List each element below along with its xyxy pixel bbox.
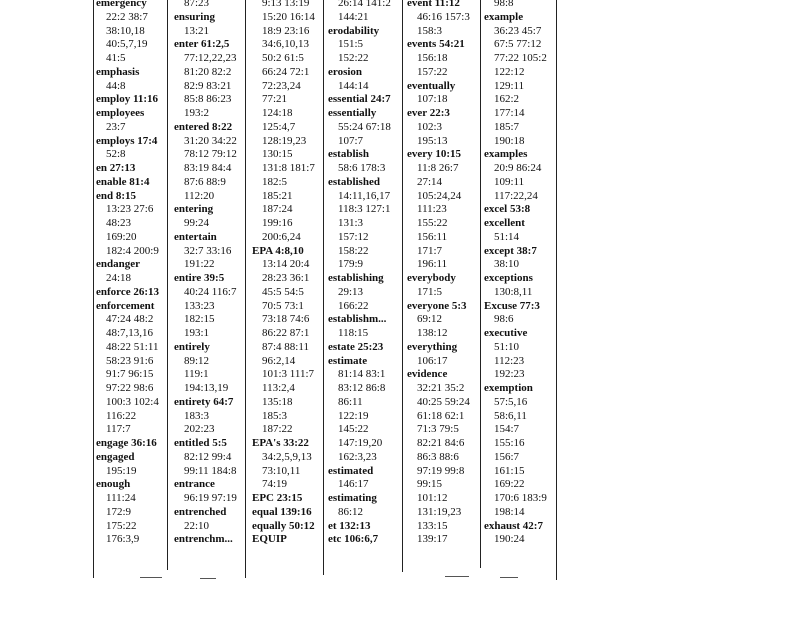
index-term: essential 24:7 [328, 93, 391, 106]
page-references: 96:2,14 [262, 354, 296, 367]
page-references: 169:22 [494, 478, 525, 491]
page-references: 122:12 [494, 65, 525, 78]
page-references: 38:10 [494, 258, 520, 271]
page-references: 24:18 [106, 272, 132, 284]
index-column-3 [252, 0, 326, 577]
index-column-2 [174, 0, 248, 577]
page-references: 102:3 [417, 120, 443, 133]
index-term: examples [484, 148, 528, 161]
page-references: 91:7 96:15 [106, 368, 154, 381]
index-term: emergency [96, 0, 147, 9]
page-references: 77:21 [262, 93, 288, 106]
page-references: 169:20 [106, 230, 137, 243]
page-references: 185:3 [262, 409, 288, 422]
page-references: 48:7,13,16 [106, 327, 154, 339]
index-term: entered 8:22 [174, 120, 233, 133]
page-references: 73:18 74:6 [262, 313, 310, 326]
page-references: 157:12 [338, 230, 369, 243]
page-references: 50:2 61:5 [262, 52, 304, 64]
page-references: 40:24 116:7 [184, 285, 237, 298]
page-references: 99:15 [417, 478, 443, 491]
page-references: 81:20 82:2 [184, 65, 232, 78]
page-references: 158:3 [417, 24, 443, 37]
page-references: 66:24 72:1 [262, 65, 310, 78]
page-references: 161:15 [494, 464, 525, 477]
page-references: 46:16 157:3 [417, 10, 470, 23]
page-references: 147:19,20 [338, 437, 383, 449]
page-references: 131:8 181:7 [262, 162, 315, 174]
index-term: entrance [174, 478, 215, 491]
scan-artifact [200, 578, 216, 579]
page-references: 14:11,16,17 [338, 189, 391, 202]
page-references: 58:6 178:3 [338, 162, 386, 174]
page-references: 166:22 [338, 299, 369, 312]
page-references: 195:19 [106, 464, 137, 477]
page-references: 156:11 [417, 230, 448, 243]
page-references: 111:24 [106, 492, 136, 504]
page-references: 74:19 [262, 478, 288, 491]
page-references: 58:23 91:6 [106, 354, 154, 367]
page-references: 117:22,24 [494, 189, 538, 202]
page-references: 118:3 127:1 [338, 203, 391, 216]
page-references: 171:7 [417, 244, 443, 257]
index-term: et 132:13 [328, 519, 371, 532]
page-references: 107:7 [338, 134, 364, 147]
page-references: 139:17 [417, 533, 448, 546]
page-references: 193:2 [184, 107, 210, 119]
page-references: 48:22 51:11 [106, 340, 159, 353]
page-references: 81:14 83:1 [338, 368, 386, 381]
index-term: estate 25:23 [328, 340, 384, 353]
page-references: 67:5 77:12 [494, 38, 542, 51]
page-references: 154:7 [494, 423, 520, 436]
index-term: entitled 5:5 [174, 437, 227, 449]
index-term: establishing [328, 272, 384, 284]
page-references: 51:14 [494, 230, 520, 243]
page-references: 36:23 45:7 [494, 24, 542, 37]
page-references: 162:3,23 [338, 450, 377, 463]
page-references: 152:22 [338, 52, 369, 64]
index-term: end 8:15 [96, 189, 137, 202]
index-column-6 [484, 0, 560, 577]
index-term: equally 50:12 [252, 519, 315, 532]
index-term: entertain [174, 230, 217, 243]
page-references: 101:3 111:7 [262, 368, 315, 381]
index-term: events 54:21 [407, 38, 465, 51]
index-term: en 27:13 [96, 162, 136, 174]
index-term: exemption [484, 382, 533, 394]
index-term: everybody [407, 272, 456, 284]
column-divider [167, 0, 168, 570]
index-column-4 [328, 0, 404, 577]
page-references: 133:15 [417, 519, 448, 532]
page-references: 107:18 [417, 93, 448, 106]
page-references: 32:7 33:16 [184, 244, 232, 257]
index-term: except 38:7 [484, 244, 537, 257]
page-references: 85:8 86:23 [184, 93, 232, 106]
index-term: EPA's 33:22 [252, 437, 309, 449]
page-references: 78:12 79:12 [184, 148, 237, 161]
column-divider [556, 0, 557, 580]
page-references: 109:11 [494, 175, 525, 188]
page-references: 117:7 [106, 423, 131, 436]
page-references: 69:12 [417, 313, 443, 326]
page-references: 199:16 [262, 217, 293, 229]
page-references: 52:8 [106, 148, 126, 161]
scan-artifact [445, 576, 469, 577]
page-references: 125:4,7 [262, 120, 296, 133]
page-references: 155:22 [417, 217, 448, 229]
page-references: 13:14 20:4 [262, 258, 310, 271]
index-term: erosion [328, 65, 363, 78]
index-term: event 11:12 [407, 0, 460, 9]
page-references: 151:5 [338, 38, 364, 51]
page-references: 118:15 [338, 327, 369, 339]
page-references: 156:7 [494, 450, 520, 463]
page-references: 99:24 [184, 217, 210, 229]
page-references: 138:12 [417, 327, 448, 339]
page-references: 58:6,11 [494, 409, 527, 422]
index-term: essentially [328, 107, 377, 119]
index-term: enough [96, 478, 131, 491]
page-references: 9:13 13:19 [262, 0, 310, 9]
page-references: 155:16 [494, 437, 525, 449]
page-references: 179:9 [338, 258, 364, 271]
page-references: 41:5 [106, 52, 126, 64]
page-references: 86:22 87:1 [262, 327, 310, 339]
index-term: ensuring [174, 10, 215, 23]
page-references: 187:22 [262, 423, 293, 436]
page-references: 129:11 [494, 79, 525, 92]
index-term: employ 11:16 [96, 93, 159, 106]
index-term: entire 39:5 [174, 272, 225, 284]
page-references: 99:11 184:8 [184, 464, 237, 477]
page-references: 44:8 [106, 79, 126, 92]
index-page [92, 0, 562, 585]
page-references: 28:23 36:1 [262, 272, 310, 284]
index-term: establish [328, 148, 369, 161]
page-references: 100:3 102:4 [106, 395, 159, 408]
page-references: 130:8,11 [494, 285, 533, 298]
page-references: 86:11 [338, 395, 363, 408]
page-references: 190:18 [494, 134, 525, 147]
index-term: etc 106:6,7 [328, 533, 379, 546]
index-term: EPA 4:8,10 [252, 244, 304, 257]
page-references: 70:5 73:1 [262, 299, 304, 312]
page-references: 131:3 [338, 217, 364, 229]
page-references: 144:14 [338, 79, 369, 92]
page-references: 182:15 [184, 313, 215, 326]
page-references: 119:1 [184, 368, 209, 381]
scan-artifact [500, 577, 518, 578]
page-references: 97:19 99:8 [417, 464, 465, 477]
index-term: example [484, 10, 524, 23]
index-term: exhaust 42:7 [484, 519, 543, 532]
page-references: 146:17 [338, 478, 369, 491]
page-references: 144:21 [338, 10, 369, 23]
page-references: 83:19 84:4 [184, 162, 232, 174]
page-references: 198:14 [494, 505, 525, 518]
page-references: 135:18 [262, 395, 293, 408]
page-references: 183:3 [184, 409, 210, 422]
page-references: 82:21 84:6 [417, 437, 465, 449]
page-references: 97:22 98:6 [106, 382, 154, 394]
index-term: enforcement [96, 299, 155, 312]
page-references: 71:3 79:5 [417, 423, 459, 436]
page-references: 202:23 [184, 423, 215, 436]
page-references: 15:20 16:14 [262, 10, 315, 23]
page-references: 34:6,10,13 [262, 38, 310, 51]
page-references: 27:14 [417, 175, 443, 188]
page-references: 187:24 [262, 203, 293, 216]
page-references: 106:17 [417, 354, 448, 367]
index-term: entrenched [174, 505, 227, 518]
index-term: entirety 64:7 [174, 395, 234, 408]
page-references: 113:2,4 [262, 382, 295, 394]
page-references: 195:13 [417, 134, 448, 147]
page-references: 13:23 27:6 [106, 203, 154, 216]
page-references: 83:12 86:8 [338, 382, 386, 394]
page-references: 57:5,16 [494, 395, 528, 408]
index-term: everything [407, 340, 458, 353]
index-term: endanger [96, 258, 140, 271]
page-references: 130:15 [262, 148, 293, 161]
page-references: 82:12 99:4 [184, 450, 232, 463]
page-references: 101:12 [417, 492, 448, 504]
page-references: 112:23 [494, 354, 525, 367]
page-references: 156:18 [417, 52, 448, 64]
page-references: 157:22 [417, 65, 448, 78]
page-references: 72:23,24 [262, 79, 301, 92]
page-references: 87:4 88:11 [262, 340, 309, 353]
page-references: 96:19 97:19 [184, 492, 237, 504]
index-term: estimated [328, 464, 374, 477]
page-references: 22:2 38:7 [106, 10, 148, 23]
scan-artifact [140, 577, 162, 578]
index-term: erodability [328, 24, 380, 37]
page-references: 193:1 [184, 327, 210, 339]
index-term: EPC 23:15 [252, 492, 303, 504]
page-references: 87:23 [184, 0, 210, 9]
page-references: 23:7 [106, 120, 126, 133]
page-references: 185:21 [262, 189, 293, 202]
page-references: 111:23 [417, 203, 447, 216]
page-references: 38:10,18 [106, 24, 145, 37]
index-term: excel 53:8 [484, 203, 531, 216]
index-term: engage 36:16 [96, 437, 157, 449]
page-references: 40:25 59:24 [417, 395, 470, 408]
page-references: 48:23 [106, 217, 132, 229]
column-divider [93, 0, 94, 578]
page-references: 145:22 [338, 423, 369, 436]
page-references: 77:22 105:2 [494, 52, 547, 64]
page-references: 98:8 [494, 0, 514, 9]
page-references: 31:20 34:22 [184, 134, 237, 147]
page-references: 32:21 35:2 [417, 382, 465, 394]
page-references: 171:5 [417, 285, 443, 298]
page-references: 11:8 26:7 [417, 162, 459, 174]
page-references: 20:9 86:24 [494, 162, 542, 174]
page-references: 176:3,9 [106, 533, 140, 546]
page-references: 47:24 48:2 [106, 313, 154, 326]
page-references: 105:24,24 [417, 189, 462, 202]
page-references: 112:20 [184, 189, 215, 202]
page-references: 18:9 23:16 [262, 24, 310, 37]
index-term: every 10:15 [407, 148, 462, 161]
index-term: emphasis [96, 65, 140, 78]
page-references: 22:10 [184, 519, 210, 532]
page-references: 61:18 62:1 [417, 409, 465, 422]
index-term: employs 17:4 [96, 134, 158, 147]
page-references: 73:10,11 [262, 464, 301, 477]
page-references: 26:14 141:2 [338, 0, 391, 9]
column-divider [480, 0, 481, 568]
page-references: 124:18 [262, 107, 293, 119]
page-references: 29:13 [338, 285, 364, 298]
index-term: equal 139:16 [252, 505, 312, 518]
index-term: engaged [96, 450, 135, 463]
index-term: ever 22:3 [407, 107, 450, 119]
index-term: EQUIP [252, 533, 287, 546]
page-references: 77:12,22,23 [184, 52, 237, 64]
page-references: 87:6 88:9 [184, 175, 226, 188]
page-references: 116:22 [106, 409, 137, 422]
index-column-5 [407, 0, 485, 577]
page-references: 122:19 [338, 409, 369, 422]
index-term: establishm... [328, 313, 387, 326]
index-term: eventually [407, 79, 456, 92]
index-term: enable 81:4 [96, 175, 150, 188]
page-references: 182:5 [262, 175, 288, 188]
page-references: 131:19,23 [417, 505, 462, 518]
page-references: 82:9 83:21 [184, 79, 232, 92]
page-references: 192:23 [494, 368, 525, 381]
page-references: 182:4 200:9 [106, 244, 159, 257]
index-term: entrenchm... [174, 533, 233, 546]
index-term: entering [174, 203, 214, 216]
index-term: executive [484, 327, 528, 339]
page-references: 86:12 [338, 505, 364, 518]
page-references: 86:3 88:6 [417, 450, 459, 463]
page-references: 162:2 [494, 93, 520, 106]
column-divider [245, 0, 246, 578]
column-divider [323, 0, 324, 575]
index-term: exceptions [484, 272, 533, 284]
index-term: employees [96, 107, 145, 119]
index-column-1 [96, 0, 168, 577]
page-references: 13:21 [184, 24, 210, 37]
page-references: 191:22 [184, 258, 215, 271]
page-references: 200:6,24 [262, 230, 301, 243]
page-references: 194:13,19 [184, 382, 229, 394]
page-references: 196:11 [417, 258, 448, 271]
page-references: 170:6 183:9 [494, 492, 547, 504]
page-references: 55:24 67:18 [338, 120, 391, 133]
index-term: established [328, 175, 380, 188]
page-references: 89:12 [184, 354, 210, 367]
page-references: 177:14 [494, 107, 525, 119]
index-term: everyone 5:3 [407, 299, 467, 312]
index-term: evidence [407, 368, 448, 381]
page-references: 185:7 [494, 120, 520, 133]
page-references: 45:5 54:5 [262, 285, 304, 298]
index-term: estimate [328, 354, 368, 367]
page-references: 172:9 [106, 505, 132, 518]
page-references: 175:22 [106, 519, 137, 532]
page-references: 128:19,23 [262, 134, 307, 147]
page-references: 40:5,7,19 [106, 38, 148, 51]
page-references: 158:22 [338, 244, 369, 257]
index-term: entirely [174, 340, 210, 353]
index-term: enforce 26:13 [96, 285, 160, 298]
index-term: Excuse 77:3 [484, 299, 540, 312]
page-references: 34:2,5,9,13 [262, 450, 312, 463]
column-divider [402, 0, 403, 572]
page-references: 98:6 [494, 313, 514, 326]
page-references: 51:10 [494, 340, 520, 353]
index-term: excellent [484, 217, 525, 229]
page-references: 190:24 [494, 533, 525, 546]
page-references: 133:23 [184, 299, 215, 312]
index-term: enter 61:2,5 [174, 38, 230, 51]
index-term: estimating [328, 492, 377, 504]
